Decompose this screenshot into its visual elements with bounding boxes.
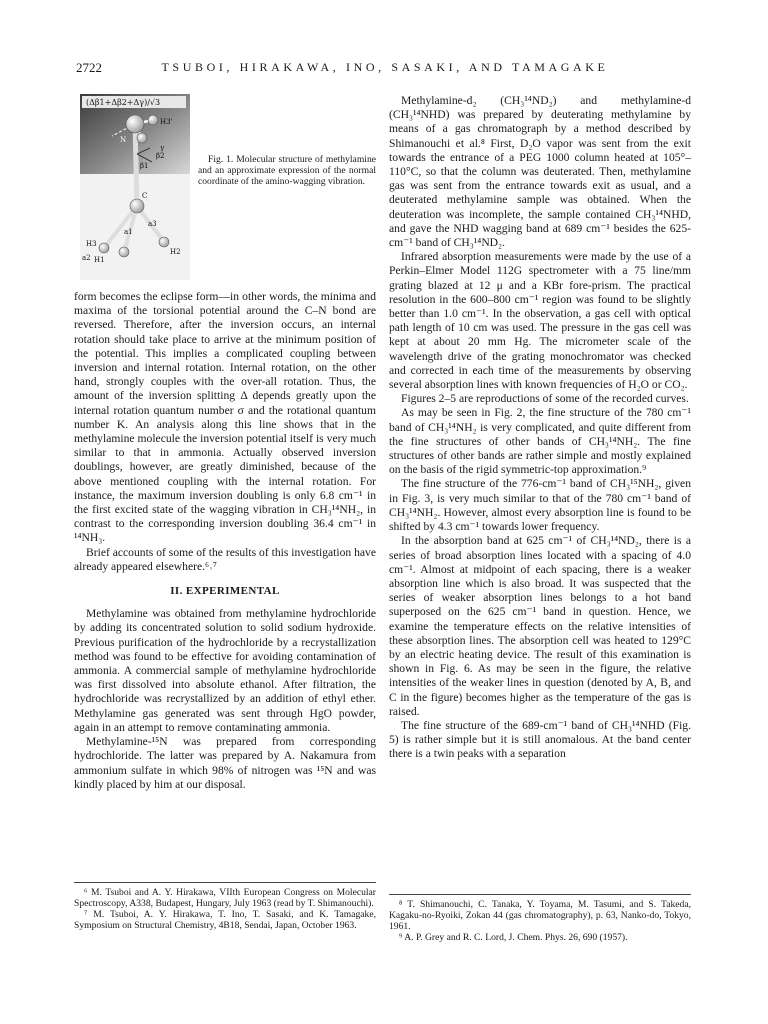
right-paragraph: The fine structure of the 689-cm⁻¹ band of CH₃¹⁴NHD (Fig. 5) is rather simple but it is still anomalous. At the band center there is a twin peaks with a separation	[389, 718, 691, 761]
figure-1-illustration	[80, 94, 190, 280]
right-paragraph: In the absorption band at 625 cm⁻¹ of CH₃¹⁴ND₂, there is a series of broad absorption lines located with a spacing of 4.0 cm⁻¹. Almost at midpoint of each spacing, there is a weaker absorption line which is also broad. It was suspected that the series of weaker absorption lines belongs to a hot band superposed on the 625 cm⁻¹ band in question. Hence, we examine the temperature effects on the relative intensities of these absorption lines. The absorption cell was heated to 129°C by an electric heating device. The result of this examination is shown in Fig. 6. As may be seen in the figure, the relative intensities of the weaker lines in question (denoted by A, B, and C in the figure) becomes higher as the temperature of the gas is raised.	[389, 534, 691, 718]
right-paragraph: Methylamine-d₂ (CH₃¹⁴ND₂) and methylamine-d (CH₃¹⁴NHD) was prepared by deuterating methylamine by means of a gas chromatograph by a method described by Shimanouchi et al.⁸ First, D₂O vapor was sent from the exit towards the entrance of a PEG 1000 column heated at 105°–110°C, so that the column was deuterated. Then, methylamine gas was sent from the entrance towards exit as usual, and a deuterated methylamine sample was obtained. When the deuteration was incomplete, the sample contained CH₃¹⁴NHD, and gave the NHD wagging band at 689 cm⁻¹ besides the 625-cm⁻¹ band of CH₃¹⁴ND₂.	[389, 94, 691, 250]
footnotes-right	[389, 894, 691, 943]
label-gamma: γ	[160, 144, 165, 152]
label-c: C	[142, 192, 148, 200]
label-h3-prime: H3'	[160, 118, 173, 126]
label-h2: H2	[170, 248, 181, 256]
right-paragraph: The fine structure of the 776-cm⁻¹ band of CH₃¹⁵NH₂, given in Fig. 3, is very much similar to that of the 780 cm⁻¹ band of CH₃¹⁴NH₂. However, almost every absorption line is found to be shifted by 4.3 cm⁻¹ towards lower frequency.	[389, 477, 691, 534]
footnote-6: ⁶ M. Tsuboi and A. Y. Hirakawa, VIIth European Congress on Molecular Spectroscopy, A338, Budapest, Hungary, July 1963 (read by T. Shimanouchi).	[74, 887, 376, 909]
left-column	[74, 94, 376, 792]
right-paragraph: As may be seen in Fig. 2, the fine structure of the 780 cm⁻¹ band of CH₃¹⁴NH₂ is very complicated, and quite different from the fine structures of other bands of CH₃¹⁴NH₂. The fine structures of other bands are rather simple and mostly explained on the basis of the rigid symmetric-top approximation.⁹	[389, 406, 691, 477]
footnotes-left	[74, 882, 376, 931]
label-h1: H1	[94, 256, 105, 264]
left-paragraph: Brief accounts of some of the results of this investigation have already appeared elsewhere.⁶˒⁷	[74, 545, 376, 573]
left-paragraph: form becomes the eclipse form—in other words, the minima and maxima of the torsional potential around the C–N bond are reversed. Therefore, after the inversion occurs, an internal rotation should take place to arrive at the minimum position of the potential. This implies a complicated coupling between inversion and internal rotation. Internal rotation, on the other hand, strongly couples with the over-all rotation. Thus, the amount of the inversion splitting Δ depends greatly upon the internal rotation quantum number σ and the rotational quantum number K. An analysis along this line shows that in the methylamine molecule the inversion potential itself is very much similar to that in ammonia. Actually observed inversion doublings, however, are greatly diminished, because of the above mentioned coupling with the internal rotation. For instance, the maximum inversion doubling is only 6.8 cm⁻¹ in the first excited state of the wagging vibration in CH₃¹⁴NH₂, in contrast to the corresponding inversion doubling 36.4 cm⁻¹ in ¹⁴NH₃.	[74, 290, 376, 545]
right-paragraph: Infrared absorption measurements were made by the use of a Perkin–Elmer Model 112G spectrometer with a 75 line/mm grating blazed at 12 μ and a KBr fore-prism. The practical resolution in the 600–800 cm⁻¹ region was found to be slightly better than 1.0 cm⁻¹. In the observation, a gas cell with optical path length of 10 cm was used. The pressure in the gas cell was kept at about 20 mm Hg. The micrometer scale of the wavelength drive of the grating monochromator was checked and corrected in each time of the measurements by observing several absorption lines with known frequencies of H₂O or CO₂.	[389, 250, 691, 392]
footnote-8: ⁸ T. Shimanouchi, C. Tanaka, Y. Toyama, M. Tasumi, and S. Takeda, Kagaku-no-Ryoiki, Zokan 44 (gas chromatography), p. 63, Nanko-do, Tokyo, 1961.	[389, 899, 691, 932]
label-a1: a1	[124, 228, 133, 236]
label-n: N	[120, 136, 127, 144]
page-number: 2722	[76, 60, 102, 75]
label-a2: a2	[82, 254, 91, 262]
figure-top-label: (Δβ1+Δβ2+Δγ)/√3	[86, 98, 161, 107]
label-beta1: β1	[140, 162, 149, 170]
footnote-7: ⁷ M. Tsuboi, A. Y. Hirakawa, T. Ino, T. Sasaki, and K. Tamagake, Symposium on Structural Chemistry, 4B18, Sendai, Japan, October 1963.	[74, 909, 376, 931]
page-header	[76, 60, 694, 80]
right-paragraph: Figures 2–5 are reproductions of some of the recorded curves.	[401, 392, 689, 406]
right-column	[389, 94, 691, 762]
footnote-9: ⁹ A. P. Grey and R. C. Lord, J. Chem. Phys. 26, 690 (1957).	[399, 932, 628, 943]
running-head: TSUBOI, HIRAKAWA, INO, SASAKI, AND TAMAGAKE	[161, 60, 609, 74]
label-a3: a3	[148, 220, 157, 228]
left-paragraph: Methylamine was obtained from methylamine hydrochloride by adding its concentrated solution to solid sodium hydroxide. Previous purification of the hydrochloride by a recrystallization method was found to be effective for avoiding contamination of ammonia. A commercial sample of methylamine hydrochloride was first dissolved into absolute ethanol. After filtration, the hydrochloride was recrystallized by an addition of ethyl ether. Methylamine gas generated was sent through HgO powder, again in an attempt to remove contaminating ammonia.	[74, 607, 376, 734]
left-paragraph: Methylamine-¹⁵N was prepared from corresponding hydrochloride. The latter was prepared by A. Nakamura from ammonium sulfate in which 98% of nitrogen was ¹⁵N and was kindly placed by him at our disposal.	[74, 735, 376, 791]
label-beta2: β2	[156, 152, 165, 160]
figure-1-caption: Fig. 1. Molecular structure of methylamine and an approximate expression of the normal coordinate of the amino-wagging vibration.	[198, 154, 376, 187]
section-heading-experimental: II. EXPERIMENTAL	[170, 585, 280, 598]
figure-1	[74, 94, 376, 284]
label-h3: H3	[86, 240, 97, 248]
